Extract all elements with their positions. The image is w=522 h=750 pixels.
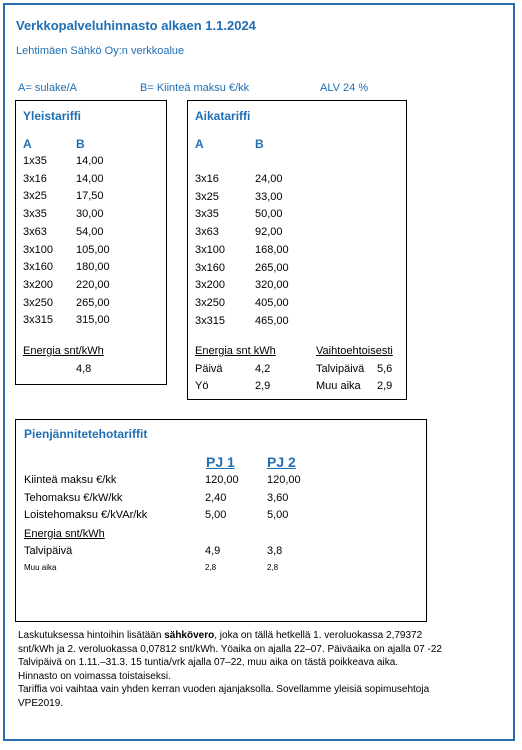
yleistariffi-title: Yleistariffi: [23, 109, 82, 123]
footer-line-1-post: , joka on tällä hetkellä 1. veroluokassa 2,79372: [214, 630, 423, 641]
aikatariffi-row-a: 3x16: [195, 173, 219, 185]
aikatariffi-row-b: 33,00: [255, 190, 283, 203]
aikatariffi-row-b: 265,00: [255, 261, 289, 274]
aikatariffi-night-label: Yö: [195, 380, 209, 392]
yleistariffi-row-a: 1x35: [23, 155, 47, 167]
aikatariffi-row-a: 3x63: [195, 226, 219, 239]
aikatariffi-energy-label: Energia snt kWh: [195, 345, 276, 357]
legend-b: B= Kiinteä maksu €/kk: [140, 82, 250, 94]
yleistariffi-energy-value: 4,8: [76, 363, 92, 375]
yleistariffi-row-a: 3x250: [23, 296, 53, 309]
pienjannite-title: Pienjännitetehotariffit: [24, 427, 148, 441]
aikatariffi-night-value: 2,9: [255, 380, 271, 392]
aikatariffi-other-value: 2,9: [377, 380, 393, 392]
footer-notes: [18, 629, 498, 711]
aikatariffi-day-value: 4,2: [255, 363, 271, 375]
pienjannite-other-pj1: 2,8: [205, 563, 217, 572]
footer-line-5: Tariffia voi vaihtaa vain yhden kerran vuoden ajanjaksolla. Sovellamme yleisiä sopimusehtoja: [18, 684, 430, 696]
footer-line-1: [18, 629, 498, 643]
yleistariffi-row-b: 105,00: [76, 243, 110, 256]
aikatariffi-row-a: 3x200: [195, 279, 225, 292]
footer-line-4: Hinnasto on voimassa toistaiseksi.: [18, 670, 171, 682]
pienjannite-row-pj1: 120,00: [205, 474, 239, 486]
yleistariffi-row-a: 3x315: [23, 314, 53, 327]
footer-line-2: snt/kWh ja 2. veroluokassa 0,07812 snt/kWh. Yöaika on ajalla 22–07. Päiväaika on ajalla 07 -22: [18, 643, 442, 655]
page-title: Verkkopalveluhinnasto alkaen 1.1.2024: [16, 18, 256, 33]
pienjannite-col-pj1: PJ 1: [206, 454, 235, 470]
yleistariffi-row-a: 3x200: [23, 278, 53, 291]
yleistariffi-col-b: B: [76, 137, 85, 151]
yleistariffi-row-b: 315,00: [76, 314, 110, 327]
yleistariffi-row-b: 17,50: [76, 190, 104, 203]
yleistariffi-row-a: 3x35: [23, 208, 47, 221]
yleistariffi-box: [15, 100, 167, 385]
pienjannite-energy-label: Energia snt/kWh: [24, 528, 105, 540]
yleistariffi-row-a: 3x16: [23, 172, 47, 185]
yleistariffi-row-a: 3x100: [23, 243, 53, 256]
pienjannite-col-pj2: PJ 2: [267, 454, 296, 470]
pienjannite-other-label: Muu aika: [24, 563, 57, 572]
yleistariffi-row-b: 30,00: [76, 208, 104, 221]
yleistariffi-row-b: 180,00: [76, 261, 110, 274]
aikatariffi-other-label: Muu aika: [316, 380, 361, 392]
aikatariffi-row-a: 3x250: [195, 296, 225, 309]
aikatariffi-winter-label: Talvipäivä: [316, 363, 365, 375]
pienjannite-winter-pj2: 3,8: [267, 545, 283, 557]
aikatariffi-box: [187, 100, 407, 400]
footer-line-6: VPE2019.: [18, 697, 64, 709]
aikatariffi-row-b: 168,00: [255, 243, 289, 256]
aikatariffi-row-a: 3x25: [195, 190, 219, 203]
legend-vat: ALV 24 %: [320, 82, 369, 94]
aikatariffi-day-label: Päivä: [195, 363, 223, 375]
aikatariffi-row-b: 405,00: [255, 296, 289, 309]
yleistariffi-row-b: 14,00: [76, 172, 104, 185]
footer-line-1-bold: sähkövero: [164, 630, 215, 641]
pienjannite-row-pj2: 5,00: [267, 509, 289, 521]
pienjannite-row-pj1: 2,40: [205, 491, 227, 504]
aikatariffi-row-a: 3x100: [195, 243, 225, 256]
yleistariffi-row-b: 220,00: [76, 278, 110, 291]
aikatariffi-row-a: 3x315: [195, 314, 225, 327]
aikatariffi-row-a: 3x160: [195, 261, 225, 274]
footer-line-1-pre: Laskutuksessa hintoihin lisätään: [18, 630, 165, 641]
aikatariffi-row-b: 465,00: [255, 314, 289, 327]
pienjannite-box: [15, 419, 427, 622]
aikatariffi-winter-value: 5,6: [377, 363, 393, 375]
aikatariffi-alt-label: Vaihtoehtoisesti: [316, 345, 393, 357]
yleistariffi-col-a: A: [23, 137, 32, 151]
pienjannite-row-label: Loistehomaksu €/kVAr/kk: [24, 509, 148, 521]
yleistariffi-row-a: 3x160: [23, 261, 53, 274]
yleistariffi-row-b: 265,00: [76, 296, 110, 309]
pienjannite-row-label: Tehomaksu €/kW/kk: [24, 491, 123, 504]
footer-line-3: Talvipäivä on 1.11.–31.3. 15 tuntia/vrk ajalla 07–22, muu aika on tästä poikkeava aika.: [18, 657, 399, 669]
legend-a: A= sulake/A: [18, 82, 78, 94]
pienjannite-winter-label: Talvipäivä: [24, 545, 73, 557]
yleistariffi-energy-label: Energia snt/kWh: [23, 345, 104, 357]
yleistariffi-row-a: 3x25: [23, 190, 47, 203]
pienjannite-row-label: Kiinteä maksu €/kk: [24, 474, 117, 486]
pienjannite-other-pj2: 2,8: [267, 563, 279, 572]
pienjannite-row-pj2: 3,60: [267, 491, 289, 504]
aikatariffi-row-b: 92,00: [255, 226, 283, 239]
pienjannite-row-pj1: 5,00: [205, 509, 227, 521]
page-subtitle: Lehtimäen Sähkö Oy:n verkkoalue: [16, 45, 185, 57]
pienjannite-winter-pj1: 4,9: [205, 545, 221, 557]
aikatariffi-row-b: 24,00: [255, 173, 283, 185]
aikatariffi-title: Aikatariffi: [195, 109, 251, 123]
yleistariffi-row-b: 54,00: [76, 225, 104, 238]
aikatariffi-row-b: 50,00: [255, 208, 283, 221]
pienjannite-row-pj2: 120,00: [267, 474, 301, 486]
aikatariffi-col-a: A: [195, 137, 204, 151]
yleistariffi-row-a: 3x63: [23, 225, 47, 238]
aikatariffi-row-a: 3x35: [195, 208, 219, 221]
aikatariffi-col-b: B: [255, 137, 264, 151]
yleistariffi-row-b: 14,00: [76, 155, 104, 167]
aikatariffi-row-b: 320,00: [255, 279, 289, 292]
